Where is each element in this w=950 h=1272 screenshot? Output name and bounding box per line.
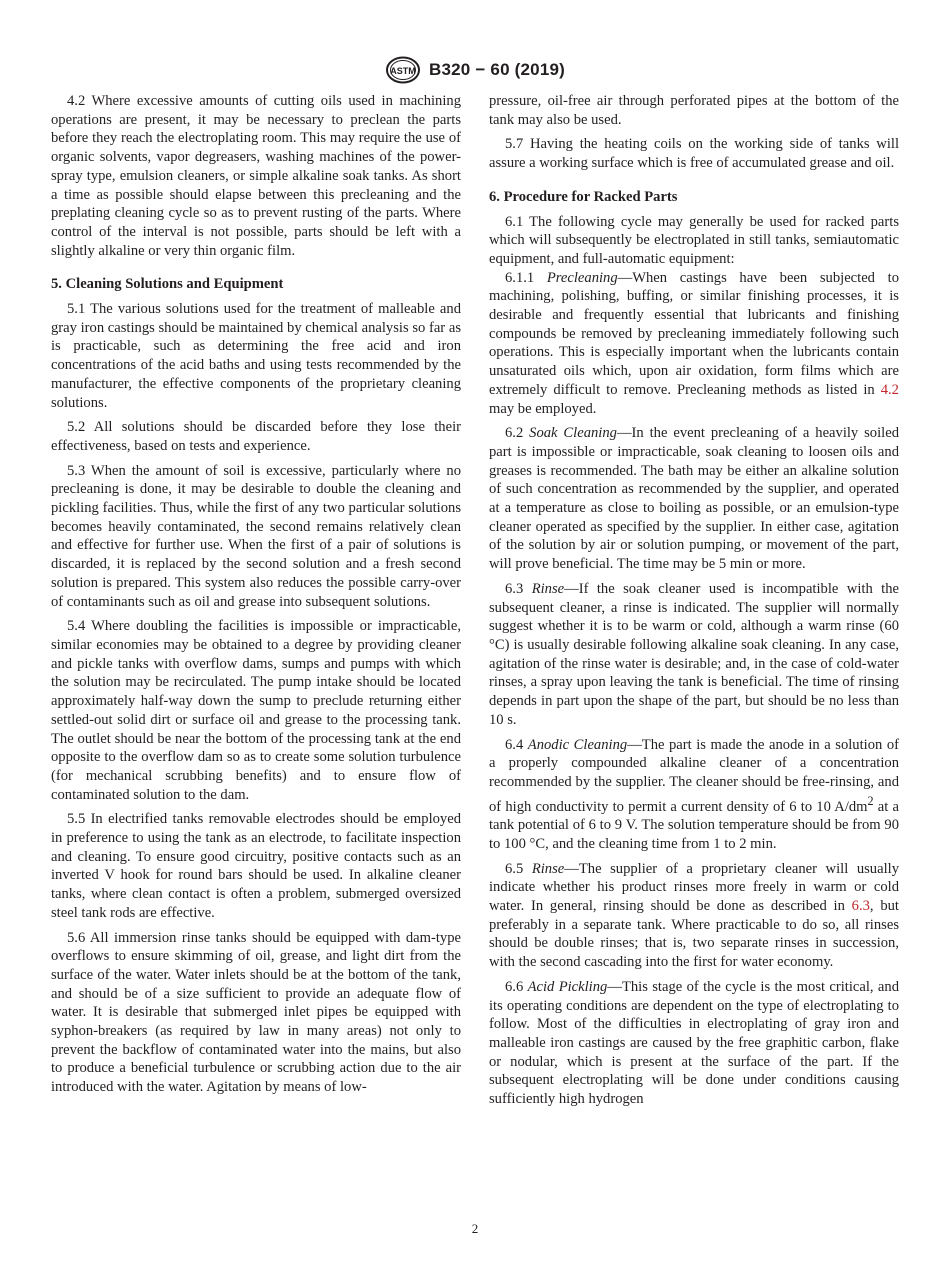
clause-term: Anodic Cleaning: [527, 736, 628, 753]
clause-number: 6.4: [505, 736, 524, 753]
document-designation: B320 − 60 (2019): [429, 60, 565, 79]
astm-logo-icon: [385, 56, 421, 84]
paragraph-6-6: 6.6 Acid Pickling—This stage of the cycle is the most critical, and its operating conditions are dependent on the type of electroplating to follow. Most of the difficulties in electroplating of gray iron and malleable iron castings are caused by the free graphitic carbon, flake or nodular, which is present at the surface of the part. If the subsequent electroplating will be done under conditions causing sufficiently high hydrogen: [489, 978, 899, 1108]
section-5-heading: 5. Cleaning Solutions and Equipment: [51, 276, 284, 293]
paragraph-5-4: 5.4 Where doubling the facilities is impossible or impracticable, similar economies may be obtained to a degree by providing cleaner and pickle tanks with overflow dams, sumps and pumps with which the solution may be recirculated. The pump intake should be located approximately half-way down the sump to preclude returning either settled-out solid dirt or surface oil and grease to the processing tank. The outlet should be near the bottom of the processing tank at the end opposite to the overflow dam so as to create some solution turbulence (for mechanical scrubbing benefits) and to ensure flow of contaminated solution to the dam.: [51, 618, 461, 803]
clause-term: Precleaning: [546, 269, 618, 286]
section-6-heading: 6. Procedure for Racked Parts: [489, 188, 678, 205]
cross-reference-link[interactable]: 4.2: [880, 381, 899, 398]
paragraph-5-3: 5.3 When the amount of soil is excessive, particularly where no precleaning is done, it may be desirable to double the cleaning and pickling facilities. Thus, while the first of any two particular solutions becomes heavily contaminated, the second remains relatively clean and effective for further use. When the first of a pair of solutions is discarded, it is replaced by the second solution and a fresh second solution is prepared. This system also reduces the possible carry-over of contaminants such as oil and grease into subsequent solutions.: [51, 462, 461, 610]
paragraph-5-6-continued: pressure, oil-free air through perforated pipes at the bottom of the tank may also be used.: [489, 93, 899, 128]
paragraph-6-1: 6.1 The following cycle may generally be used for racked parts which will subsequently be electroplated in still tanks, semiautomatic equipment, and full-automatic equipment:: [489, 213, 899, 267]
clause-number: 6.6: [505, 978, 524, 995]
cross-reference-link[interactable]: 6.3: [851, 897, 870, 914]
page-header: [0, 56, 950, 84]
paragraph-5-1: 5.1 The various solutions used for the treatment of malleable and gray iron castings should be maintained by chemical analysis so far as is practicable, such as determining the free acid and iron concentrations of the acid baths and using tests recommended by the manufacturer, the effective components of the proprietary cleaning solutions.: [51, 301, 461, 411]
paragraph-5-5: 5.5 In electrified tanks removable electrodes should be employed in preference to using the tank as an electrode, to facilitate inspection and cleaning. To ensure good circuitry, positive contacts such as an inverted V hook for round bars should be used. In alkaline cleaner tanks, where clean contact is often a problem, submerged oversized steel tank rods are effective.: [51, 811, 461, 921]
clause-number: 6.5: [505, 860, 524, 877]
superscript: 2: [867, 793, 874, 808]
clause-term: Rinse: [531, 580, 565, 597]
page-number: 2: [471, 1221, 479, 1236]
left-column: [51, 92, 461, 1103]
paragraph-5-7: 5.7 Having the heating coils on the working side of tanks will assure a working surface which is free of accumulated grease and oil.: [489, 136, 899, 172]
paragraph-5-2: 5.2 All solutions should be discarded before they lose their effectiveness, based on tests and experience.: [51, 419, 461, 454]
clause-number: 6.2: [505, 425, 524, 442]
astm-logo-text: ASTM: [390, 66, 416, 76]
paragraph-6-4: 6.4 Anodic Cleaning—The part is made the anode in a solution of a properly compounded alkaline cleaner of a concentration recommended by the supplier. The cleaner should be free-rinsing, and of high conductivity to permit a current density of 6 to 10 $A/dm^2$ at a tank potential of 6 to 9 V. The solution temperature should be from 90 to 100 °C, and the cleaning time from 1 to 2 min.: [489, 736, 899, 852]
right-column: [489, 92, 899, 1115]
clause-number: 6.3: [505, 580, 524, 597]
paragraph-6-3: 6.3 Rinse—If the soak cleaner used is incompatible with the subsequent cleaner, a rinse is indicated. The supplier will normally suggest whether it is to be warm or cold, although a warm rinse (60 °C) is usually desirable following alkaline soak cleaning. In any case, agitation of the rinse water is desirable; and, in the case of cold-water rinses, a spray upon leaving the tank is beneficial. The time of rinsing depends in part upon the shape of the part, but should be no less than 10 s.: [489, 580, 899, 728]
clause-number: 6.1.1: [505, 269, 535, 286]
paragraph-6-2: 6.2 Soak Cleaning—In the event precleaning of a heavily soiled part is impossible or impracticable, soak cleaning to loosen oils and greases is recommended. The bath may be either an alkaline solution of such concentration as recommended by the supplier, and operated at a temperature as close to boiling as possible, or an emulsion-type cleaner operated as specified by the supplier. In either case, agitation of the solution by air or solution pumping, or movement of the part, will prove beneficial. The time may be 5 min or more.: [489, 425, 899, 573]
clause-term: Rinse: [531, 860, 565, 877]
clause-term: Acid Pickling: [527, 978, 608, 995]
clause-term: Soak Cleaning: [529, 425, 617, 442]
paragraph-6-1-1: 6.1.1 Precleaning—When castings have been subjected to machining, polishing, buffing, or similar finishing processes, it is desirable and frequently essential that lubricants and finishing compounds be removed by precleaning immediately following such operations. This is especially important when the lubricants contain unsaturated oils which, upon air oxidation, form films which are extremely difficult to remove. Precleaning methods as listed in 4.2 may be employed.: [489, 269, 899, 417]
paragraph-4-2: 4.2 Where excessive amounts of cutting oils used in machining operations are present, it may be necessary to preclean the parts before they reach the electroplating room. This may require the use of organic solvents, vapor degreasers, washing machines of the power-spray type, emulsion cleaners, or simple alkaline soak tanks. As short a time as possible should elapse between this precleaning and the preplating cleaning cycle so as to prevent rusting of the parts. Where control of the interval is not possible, parts should be left with a slightly alkaline or very thin organic film.: [51, 93, 461, 259]
paragraph-6-5: 6.5 Rinse—The supplier of a proprietary cleaner will usually indicate whether his product rinses more freely in warm or cold water. In general, rinsing should be done as described in 6.3, but preferably in a separate tank. Where practicable to do so, all rinses should be double rinses; that is, two separate rinses in succession, with the second cascading into the first for water economy.: [489, 860, 899, 971]
paragraph-5-6: 5.6 All immersion rinse tanks should be equipped with dam-type overflows to ensure skimming of oil, grease, and light dirt from the surface of the water. Water inlets should be at the bottom of the tank, and should be of a size sufficient to provide an adequate flow of water. It is desirable that submerged inlet pipes be equipped with syphon-breakers (as required by law in many areas) not only to prevent the backflow of contaminated water into the mains, but also to produce a beneficial turbulence or scrubbing action due to the air introduced with the water. Agitation by means of low-: [51, 929, 461, 1096]
